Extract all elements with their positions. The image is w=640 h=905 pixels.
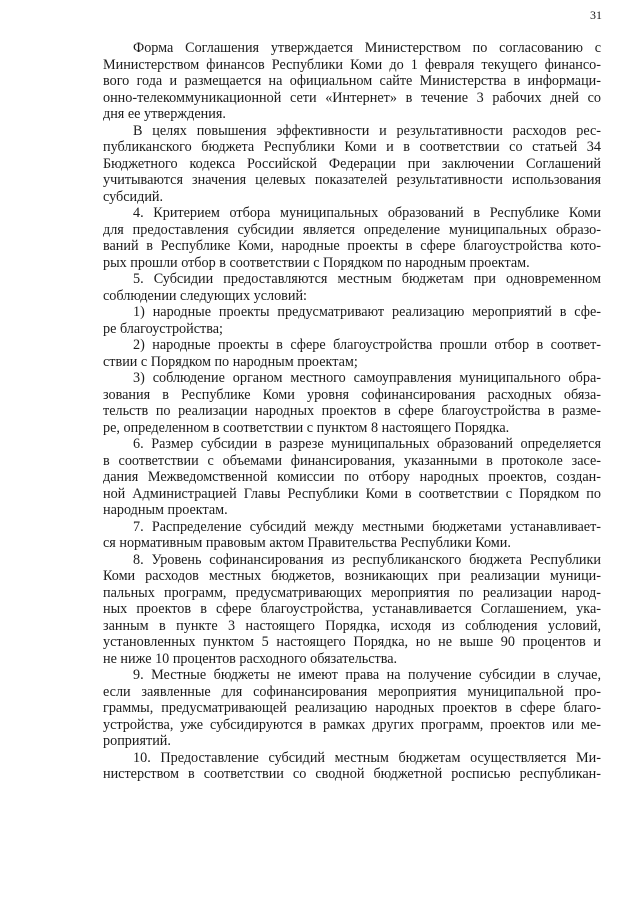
text-line: онно-телекоммуникационной сети «Интернет» в течение 3 рабочих дней со [103,89,601,106]
text-line: рых прошли отбор в соответствии с Порядком по народным проектам. [103,254,530,271]
text-line: для предоставления субсидии является определение муниципальных образо- [103,221,601,238]
text-line: установленных пунктом 5 настоящего Порядка, но не выше 90 процентов и [103,634,601,650]
paragraph [103,552,601,668]
text-line: пальных программ, предусматривающих мероприятия по реализации народ- [103,584,601,601]
text-line: 5. Субсидии предоставляются местным бюджетам при одновременном [133,271,601,287]
text-line: ной Администрацией Главы Республики Коми в соответствии с Порядком по [103,485,601,502]
text-line: 9. Местные бюджеты не имеют права на получение субсидии в случае, [133,667,601,683]
paragraph [103,40,601,123]
text-line: роприятий. [103,733,171,749]
text-line: учитываются значения целевых показателей результативности использования [103,172,601,188]
text-line: 7. Распределение субсидий между местными бюджетами устанавливает- [133,518,601,535]
text-line: ре благоустройства; [103,320,223,337]
text-line: ствии с Порядком по народным проектам; [103,353,358,370]
text-line: в соответствии с объемами финансирования, указанными в протоколе засе- [103,452,601,469]
text-line: ных проектов в сфере благоустройства, устанавливается Соглашением, ука- [103,601,601,617]
text-line: 3) соблюдение органом местного самоуправления муниципального обра- [133,370,601,386]
text-line: Коми расходов местных бюджетов, возникающих при реализации муници- [103,568,601,584]
text-line: зования в Республике Коми уровня софинансирования расходных обяза- [103,386,601,403]
text-line: если заявленные для софинансирования мероприятия муниципальной про- [103,683,601,700]
text-line: 8. Уровень софинансирования из республиканского бюджета Республики [133,551,601,568]
paragraph [103,370,601,436]
paragraph [103,667,601,750]
text-line: ся нормативным правовым актом Правительства Республики Коми. [103,535,511,551]
text-line: ваний в Республике Коми, народные проекты в сфере благоустройства кото- [103,238,601,254]
text-line: народным проектам. [103,502,228,518]
text-line: 4. Критерием отбора муниципальных образований в Республике Коми [133,205,601,221]
text-line: занным в пункте 3 настоящего Порядка, исходя из соблюдения условий, [103,617,601,634]
text-line: дания Межведомственной комиссии по отбору народных проектов, создан- [103,469,601,485]
text-line: В целях повышения эффективности и результативности расходов рес- [133,122,601,139]
paragraph [103,123,601,206]
text-line: Форма Соглашения утверждается Министерством по согласованию с [133,40,601,56]
page-number: 31 [590,8,602,22]
text-line: ре, определенном в соответствии с пунктом 8 настоящего Порядка. [103,419,510,436]
text-line: дня ее утверждения. [103,106,226,122]
paragraph [103,304,601,337]
text-line: не ниже 10 процентов расходного обязательства. [103,650,398,667]
paragraph [103,271,601,304]
text-line: вого года и размещается на официальном сайте Министерства в информаци- [103,73,601,89]
text-line: 6. Размер субсидии в разрезе муниципальных образований определяется [133,436,601,452]
paragraph [103,750,601,783]
text-line: 1) народные проекты предусматривают реализацию мероприятий в сфе- [133,304,601,320]
document-body [103,40,601,783]
text-line: граммы, предусматривающей реализацию народных проектов в сфере благо- [103,700,601,716]
text-line: Бюджетного кодекса Российской Федерации при заключении Соглашений [103,155,601,172]
text-line: публиканского бюджета Республики Коми и в соответствии со статьей 34 [103,139,601,155]
paragraph [103,436,601,519]
text-line: Министерством финансов Республики Коми до 1 февраля текущего финансо- [103,56,601,73]
text-line: тельств по реализации народных проектов в сфере благоустройства в разме- [103,403,601,419]
text-line: 2) народные проекты в сфере благоустройства прошли отбор в соответ- [133,337,601,353]
paragraph [103,519,601,552]
text-line: нистерством в соответствии со сводной бюджетной росписью республикан- [103,766,601,782]
text-line: 10. Предоставление субсидий местным бюджетам осуществляется Ми- [133,749,601,766]
text-line: субсидий. [103,188,164,205]
paragraph [103,337,601,370]
text-line: соблюдении следующих условий: [103,287,307,304]
text-line: устройства, уже субсидируются в рамках других программ, проектов или ме- [103,716,601,733]
paragraph [103,205,601,271]
